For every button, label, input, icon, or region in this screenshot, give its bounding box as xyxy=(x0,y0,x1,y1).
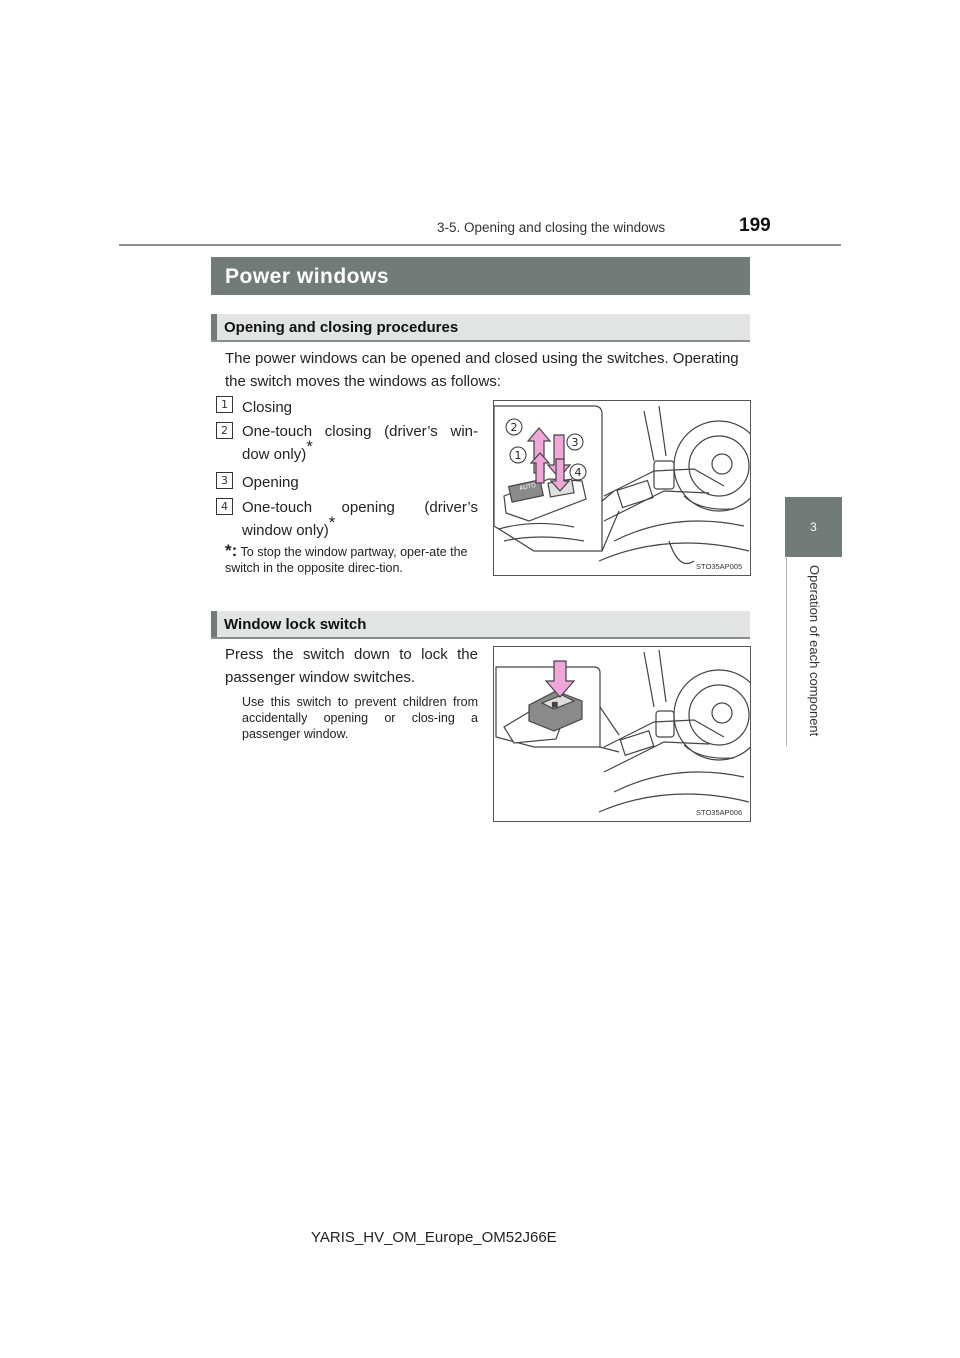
svg-text:⊠: ⊠ xyxy=(552,701,558,709)
figure-code: STO35AP006 xyxy=(696,808,743,817)
section-heading-accent xyxy=(211,611,217,637)
running-header-section: 3-5. Opening and closing the windows xyxy=(437,220,666,235)
asterisk-mark: * xyxy=(328,513,336,532)
item-text-one-touch-opening-label: One-touch opening (driver’s window only) xyxy=(242,499,478,539)
figure-window-switch xyxy=(493,400,751,576)
asterisk-note xyxy=(225,543,479,576)
note-prefix: *: xyxy=(225,541,238,560)
section-heading-label: Window lock switch xyxy=(224,616,367,633)
item-number-4: 4 xyxy=(216,498,233,515)
figure-label-3: 3 xyxy=(571,436,579,449)
item-number-2: 2 xyxy=(216,422,233,439)
window-lock-note: Use this switch to prevent children from accidentally opening or clos-ing a passenger window. xyxy=(242,695,478,741)
section-heading-accent xyxy=(211,314,217,340)
section-heading-opening-closing xyxy=(211,314,750,342)
page-number: 199 xyxy=(739,215,771,236)
figure-label-4: 4 xyxy=(574,466,582,479)
item-text-opening: Opening xyxy=(242,474,299,491)
item-number-1: 1 xyxy=(216,396,233,413)
section-heading-label: Opening and closing procedures xyxy=(224,319,459,336)
window-lock-paragraph: Press the switch down to lock the passenger window switches. xyxy=(225,646,478,686)
chapter-number: 3 xyxy=(810,520,817,534)
window-lock-illustration xyxy=(494,647,750,821)
item-text-closing: Closing xyxy=(242,399,293,416)
item-text-one-touch-closing-label: One-touch closing (driver’s win-dow only) xyxy=(242,423,478,463)
item-text-one-touch-opening xyxy=(242,496,478,542)
figure-window-lock-switch xyxy=(493,646,751,822)
asterisk-mark: * xyxy=(306,437,313,456)
document-footer: YARIS_HV_OM_Europe_OM52J66E xyxy=(311,1229,557,1246)
figure-label-2: 2 xyxy=(510,421,518,434)
window-switch-illustration xyxy=(494,401,750,575)
page-title: Power windows xyxy=(211,257,750,295)
item-text-one-touch-closing xyxy=(242,420,478,466)
section-heading-window-lock xyxy=(211,611,750,639)
chapter-tab-rule xyxy=(786,556,787,746)
header-rule xyxy=(119,244,841,246)
figure-label-1: 1 xyxy=(514,449,522,462)
note-text: To stop the window partway, oper-ate the switch in the opposite direc-tion. xyxy=(225,545,468,575)
figure-code: STO35AP005 xyxy=(696,562,743,571)
switch-auto-label: AUTO xyxy=(518,481,537,493)
chapter-title: Operation of each component xyxy=(807,565,822,737)
intro-paragraph: The power windows can be opened and closed using the switches. Operating the switch moves the windows as follows: xyxy=(225,350,739,390)
item-number-3: 3 xyxy=(216,472,233,489)
